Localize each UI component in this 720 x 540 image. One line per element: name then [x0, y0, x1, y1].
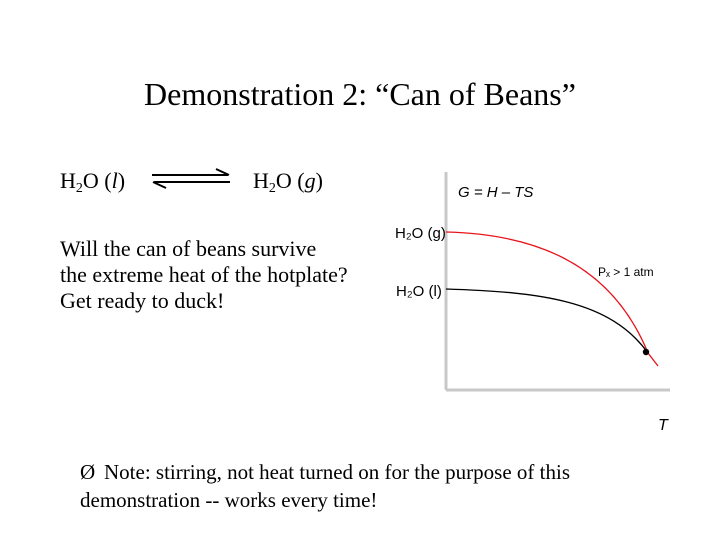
- pressure-label: Pₓ > 1 atm: [598, 265, 654, 279]
- note-line-2: demonstration -- works every time!: [80, 488, 378, 512]
- slide-title: Demonstration 2: “Can of Beans”: [144, 76, 576, 112]
- note-line-1: Note: stirring, not heat turned on for the purpose of this: [104, 460, 570, 484]
- question-text: [60, 236, 348, 314]
- gibbs-energy-plot: [380, 160, 680, 435]
- temperature-axis-label: T: [658, 417, 668, 434]
- gibbs-equation-label: G = H – TS: [458, 184, 534, 201]
- liquid-curve-label: H₂O (l): [396, 283, 442, 300]
- liquid-water-formula: $H_2O$ (l): [60, 168, 126, 196]
- intersection-point: [643, 349, 649, 355]
- arrow-bullet-icon: Ø: [80, 460, 96, 484]
- note-block: [80, 458, 570, 514]
- question-line: Will the can of beans survive: [60, 236, 317, 261]
- gas-curve-label: H₂O (g): [395, 225, 446, 242]
- equilibrium-arrows-icon: [150, 166, 232, 190]
- gaseous-water-formula: $H_2O$ (g): [253, 168, 323, 196]
- question-line: the extreme heat of the hotplate?: [60, 262, 348, 287]
- question-line: Get ready to duck!: [60, 288, 225, 313]
- liquid-curve: [446, 289, 648, 353]
